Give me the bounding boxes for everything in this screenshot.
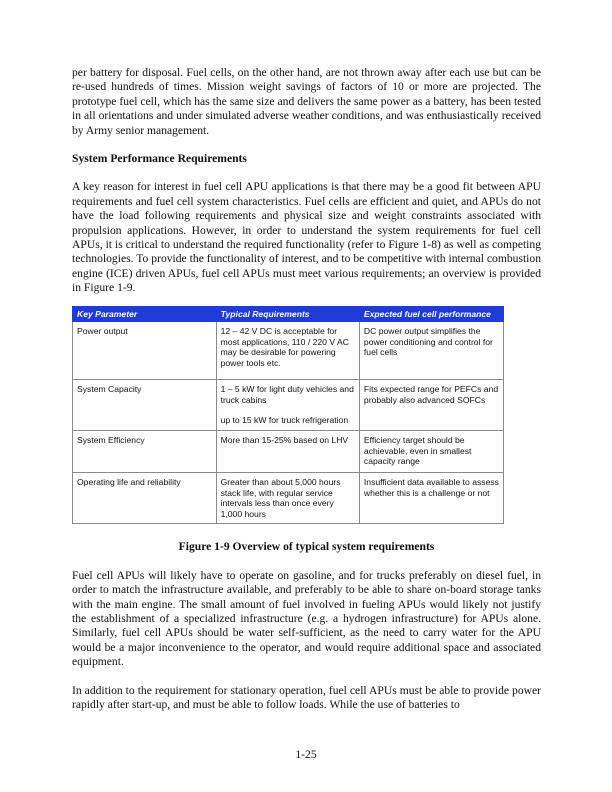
table-row — [73, 322, 504, 380]
section-heading: System Performance Requirements — [72, 152, 247, 166]
table-header-row — [73, 306, 504, 322]
page-number: 1-25 — [295, 748, 317, 761]
cell-performance: DC power output simplifies the power conditioning and control for fuel cells — [359, 322, 503, 380]
requirements-table — [72, 306, 504, 525]
cell-requirement — [216, 380, 359, 431]
table-row — [73, 380, 504, 431]
requirement-line-2: up to 15 kW for truck refrigeration — [220, 415, 349, 426]
header-key-parameter: Key Parameter — [73, 306, 217, 322]
paragraph-key-reason: A key reason for interest in fuel cell APU applications is that there may be a good fit between APU requirements and fuel cell system characteristics. Fuel cells are efficient and quiet, and APUs do not have the load following requirements and physical size and weight constraints associated with propulsion applications. However, in order to understand the system requirements for fuel cell APUs, it is critical to understand the required functionality (refer to Figure 1-8) as well as competing technologies. To provide the functionality of interest, and to be competitive with internal combustion engine (ICE) driven APUs, fuel cell APUs must meet various requirements; an overview is provided in Figure 1-9. — [72, 180, 541, 295]
cell-performance: Efficiency target should be achievable, even in smallest capacity range — [359, 431, 503, 473]
cell-parameter: Power output — [73, 322, 217, 380]
cell-requirement: 12 – 42 V DC is acceptable for most applications, 110 / 220 V AC may be desirable for powering power tools etc. — [216, 322, 359, 380]
cell-requirement: More than 15-25% based on LHV — [216, 431, 359, 473]
header-expected-performance: Expected fuel cell performance — [359, 306, 503, 322]
paragraph-fuel-operation: Fuel cell APUs will likely have to operate on gasoline, and for trucks preferably on diesel fuel, in order to match the infrastructure available, and preferably to be able to share on-board storage tanks with the main engine. The small amount of fuel involved in fueling APUs would likely not justify the establishment of a specialized infrastructure (e.g. a hydrogen infrastructure) for APUs alone. Similarly, fuel cell APUs should be water self-sufficient, as the need to carry water for the APU would be a major inconvenience to the operator, and would require additional space and associated equipment. — [72, 568, 541, 669]
table-row — [73, 473, 504, 524]
cell-parameter: Operating life and reliability — [73, 473, 217, 524]
figure-caption: Figure 1-9 Overview of typical system requirements — [178, 540, 435, 554]
requirement-line-1: 1 – 5 kW for light duty vehicles and truck cabins — [220, 384, 354, 405]
cell-performance: Insufficient data available to assess whether this is a challenge or not — [359, 473, 503, 524]
document-page — [72, 66, 541, 713]
paragraph-battery-disposal: per battery for disposal. Fuel cells, on the other hand, are not thrown away after each use but can be re-used hundreds of times. Mission weight savings of factors of 10 or more are projected. The prototype fuel cell, which has the same size and delivers the same power as a battery, has been tested in all orientations and under simulated adverse weather conditions, and was enthusiastically received by Army senior management. — [72, 66, 541, 137]
cell-performance: Fits expected range for PEFCs and probably also advanced SOFCs — [359, 380, 503, 431]
cell-parameter: System Capacity — [73, 380, 217, 431]
table-row — [73, 431, 504, 473]
cell-parameter: System Efficiency — [73, 431, 217, 473]
header-typical-requirements: Typical Requirements — [216, 306, 359, 322]
paragraph-stationary-operation: In addition to the requirement for stationary operation, fuel cell APUs must be able to provide power rapidly after start-up, and must be able to follow loads. While the use of batteries to — [72, 683, 541, 712]
cell-requirement: Greater than about 5,000 hours stack life, with regular service intervals less than once every 1,000 hours — [216, 473, 359, 524]
